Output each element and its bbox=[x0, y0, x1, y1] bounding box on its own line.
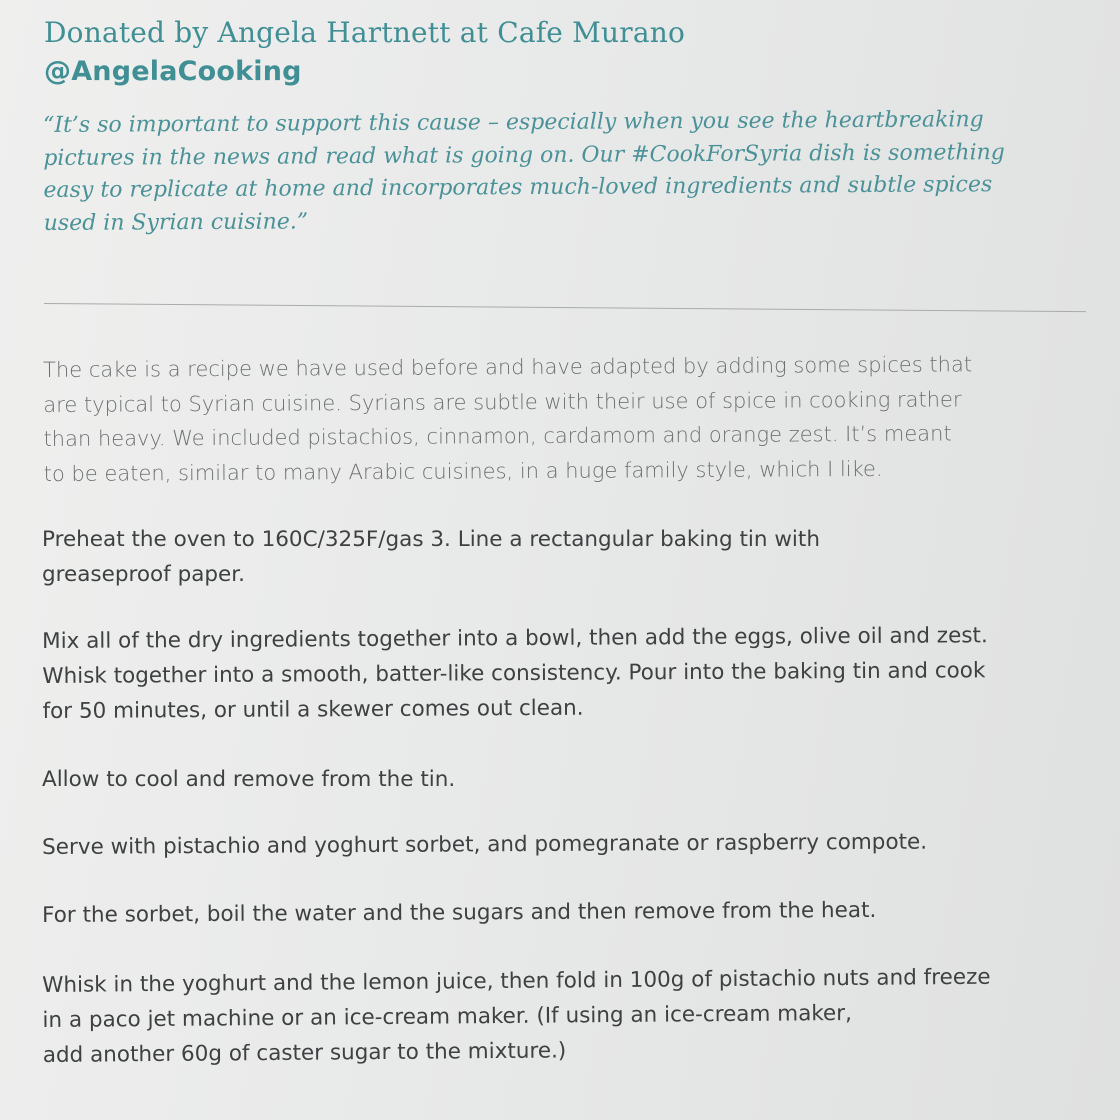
intro-line: than heavy. We included pistachios, cinnamon, cardamom and orange zest. It’s meant bbox=[43, 421, 952, 451]
step-line: greaseproof paper. bbox=[42, 562, 245, 587]
step-line: Whisk together into a smooth, batter-like consistency. Pour into the baking tin and cook bbox=[42, 658, 986, 689]
quote-line: “It’s so important to support this cause – especially when you see the heartbreaking bbox=[43, 107, 984, 138]
quote-line: used in Syrian cuisine.” bbox=[43, 208, 309, 236]
intro-paragraph bbox=[43, 347, 973, 491]
method-step-sorbet bbox=[42, 893, 876, 933]
method-step-preheat bbox=[42, 522, 820, 592]
step-line: Preheat the oven to 160C/325F/gas 3. Line a rectangular baking tin with bbox=[42, 527, 820, 552]
intro-line: to be eaten, similar to many Arabic cuisines, in a huge family style, which I like. bbox=[43, 456, 883, 486]
step-line: add another 60g of caster sugar to the mixture.) bbox=[42, 1038, 567, 1068]
divider-rule bbox=[44, 303, 1086, 312]
step-line: in a paco jet machine or an ice-cream maker. (If using an ice-cream maker, bbox=[42, 1000, 853, 1033]
step-line: Allow to cool and remove from the tin. bbox=[42, 767, 456, 792]
method-step-mix bbox=[42, 618, 988, 729]
quote-line: easy to replicate at home and incorporates much-loved ingredients and subtle spices bbox=[43, 172, 993, 203]
method-step-serve bbox=[42, 825, 927, 865]
chef-quote bbox=[43, 104, 1054, 240]
step-line: Serve with pistachio and yoghurt sorbet, and pomegranate or raspberry compote. bbox=[42, 829, 928, 860]
step-line: Whisk in the yoghurt and the lemon juice, then fold in 100g of pistachio nuts and freeze bbox=[42, 964, 991, 998]
intro-line: are typical to Syrian cuisine. Syrians are subtle with their use of spice in cooking rather bbox=[43, 386, 962, 417]
intro-line: The cake is a recipe we have used before and have adapted by adding some spices that bbox=[43, 352, 973, 382]
method-step-cool bbox=[42, 762, 455, 797]
step-line: Mix all of the dry ingredients together into a bowl, then add the eggs, olive oil and zest. bbox=[42, 623, 988, 654]
donor-credit: Donated by Angela Hartnett at Cafe Murano bbox=[44, 16, 686, 49]
step-line: For the sorbet, boil the water and the sugars and then remove from the heat. bbox=[42, 897, 877, 928]
quote-line: pictures in the news and read what is going on. Our #CookForSyria dish is something bbox=[43, 139, 1005, 171]
method-step-freeze bbox=[42, 960, 991, 1073]
step-line: for 50 minutes, or until a skewer comes out clean. bbox=[42, 695, 584, 724]
social-handle: @AngelaCooking bbox=[44, 56, 302, 87]
